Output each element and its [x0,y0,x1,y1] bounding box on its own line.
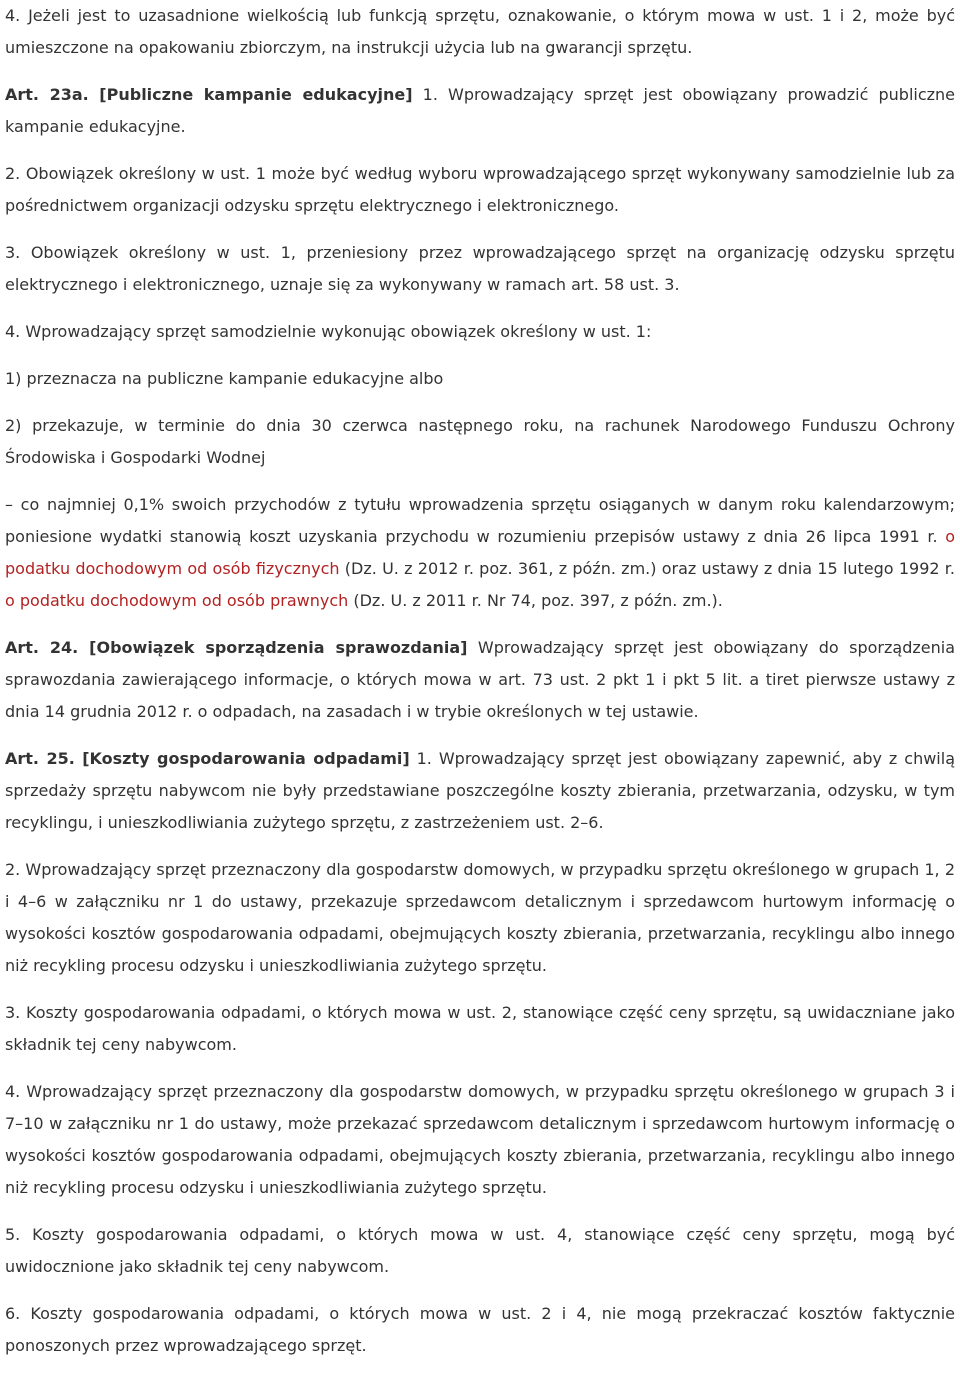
link-pdop[interactable]: o podatku dochodowym od osób prawnych [5,591,349,610]
article-text-25: 1. Wprowadzający sprzęt jest obowiązany zapewnić, aby z chwilą sprzedaży sprzętu nabywcom nie były przedstawiane poszczególne koszty zbierania, przetwarzania, odzysku, w tym recyklingu, i unieszkodliwiania zużytego sprzętu, z zastrzeżeniem ust. 2–6. [5,749,956,832]
paragraph-art25-2: 2. Wprowadzający sprzęt przeznaczony dla gospodarstw domowych, w przypadku sprzętu określonego w grupach 1, 2 i 4–6 w załączniku nr 1 do ustawy, przekazuje sprzedawcom detalicznym i sprzedawcom hurtowym informację o wysokości kosztów gospodarowania odpadami, obejmujących koszty zbierania, przetwarzania, recyklingu albo innego niż recykling procesu odzysku i unieszkodliwiania zużytego sprzętu. [5,860,955,975]
paragraph-art23-4: 4. Jeżeli jest to uzasadnione wielkością lub funkcją sprzętu, oznakowanie, o którym mowa w ust. 1 i 2, może być umieszczone na opakowaniu zbiorczym, na instrukcji użycia lub na gwarancji sprzętu. [5,6,955,57]
paragraph-art23a-1 [5,79,955,143]
tiret-text-c: (Dz. U. z 2011 r. Nr 74, poz. 397, z późn. zm.). [348,591,723,610]
paragraph-art24 [5,632,955,728]
paragraph-art23a-4: 4. Wprowadzający sprzęt samodzielnie wykonując obowiązek określony w ust. 1: [5,322,652,341]
tiret-text-b: (Dz. U. z 2012 r. poz. 361, z późn. zm.) oraz ustawy z dnia 15 lutego 1992 r. [339,559,955,578]
article-heading-25: Art. 25. [Koszty gospodarowania odpadami] [5,749,410,768]
paragraph-art23a-4-1: 1) przeznacza na publiczne kampanie edukacyjne albo [5,369,444,388]
paragraph-art25-3: 3. Koszty gospodarowania odpadami, o których mowa w ust. 2, stanowiące część ceny sprzętu, są uwidaczniane jako składnik tej ceny nabywcom. [5,1003,955,1054]
tiret-text-a: – co najmniej 0,1% swoich przychodów z tytułu wprowadzenia sprzętu osiąganych w danym roku kalendarzowym; poniesione wydatki stanowią koszt uzyskania przychodu w rozumieniu przepisów ustawy z dnia 26 lipca 1991 r. [5,495,955,546]
article-text-24: Wprowadzający sprzęt jest obowiązany do sporządzenia sprawozdania zawierającego informacje, o których mowa w art. 73 ust. 2 pkt 1 i pkt 5 lit. a tiret pierwsze ustawy z dnia 14 grudnia 2012 r. o odpadach, na zasadach i w trybie określonych w tej ustawie. [5,638,956,721]
article-heading-23a: Art. 23a. [Publiczne kampanie edukacyjne] [5,85,413,104]
paragraph-tiret [5,489,955,617]
article-text-23a: 1. Wprowadzający sprzęt jest obowiązany prowadzić publiczne kampanie edukacyjne. [5,85,956,136]
article-heading-24: Art. 24. [Obowiązek sporządzenia sprawozdania] [5,638,468,657]
paragraph-art25-4: 4. Wprowadzający sprzęt przeznaczony dla gospodarstw domowych, w przypadku sprzętu określonego w grupach 3 i 7–10 w załączniku nr 1 do ustawy, może przekazać sprzedawcom detalicznym i sprzedawcom hurtowym informację o wysokości kosztów gospodarowania odpadami, obejmujących koszty zbierania, przetwarzania, recyklingu albo innego niż recykling procesu odzysku i unieszkodliwiania zużytego sprzętu. [5,1082,955,1197]
paragraph-art25-1 [5,743,955,839]
paragraph-art23a-3: 3. Obowiązek określony w ust. 1, przeniesiony przez wprowadzającego sprzęt na organizację odzysku sprzętu elektrycznego i elektronicznego, uznaje się za wykonywany w ramach art. 58 ust. 3. [5,243,955,294]
paragraph-art23a-2: 2. Obowiązek określony w ust. 1 może być według wyboru wprowadzającego sprzęt wykonywany samodzielnie lub za pośrednictwem organizacji odzysku sprzętu elektrycznego i elektronicznego. [5,164,955,215]
paragraph-art25-6: 6. Koszty gospodarowania odpadami, o których mowa w ust. 2 i 4, nie mogą przekraczać kosztów faktycznie ponoszonych przez wprowadzającego sprzęt. [5,1304,955,1355]
paragraph-art23a-4-2: 2) przekazuje, w terminie do dnia 30 czerwca następnego roku, na rachunek Narodowego Funduszu Ochrony Środowiska i Gospodarki Wodnej [5,416,955,467]
link-pdof[interactable]: o podatku dochodowym od osób fizycznych [5,527,955,578]
paragraph-art25-5: 5. Koszty gospodarowania odpadami, o których mowa w ust. 4, stanowiące część ceny sprzętu, mogą być uwidocznione jako składnik tej ceny nabywcom. [5,1225,955,1276]
